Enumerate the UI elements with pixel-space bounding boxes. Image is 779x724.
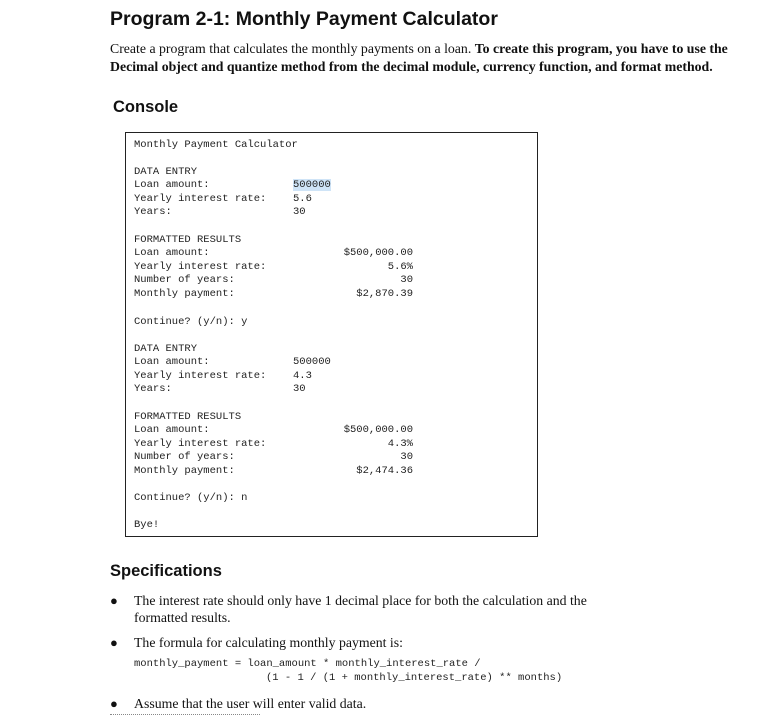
run1-rate-label: Yearly interest rate:: [134, 193, 267, 205]
run1-result-loan-value: $500,000.00: [343, 247, 413, 259]
run1-result-loan-label: Loan amount:: [134, 247, 210, 259]
run1-continue-prompt: Continue? (y/n):: [134, 316, 235, 328]
run2-loan-input: 500000: [293, 356, 331, 368]
run2-result-rate-label: Yearly interest rate:: [134, 438, 267, 450]
run2-result-rate-value: 4.3%: [387, 438, 413, 450]
run1-years-label: Years:: [134, 206, 172, 218]
run1-result-payment-value: $2,870.39: [356, 288, 413, 300]
run2-result-loan-value: $500,000.00: [343, 424, 413, 436]
run1-continue-line: [134, 316, 247, 328]
run1-results-title: FORMATTED RESULTS: [134, 234, 242, 246]
run2-result-loan-label: Loan amount:: [134, 424, 210, 436]
specifications-heading: Specifications: [110, 562, 222, 580]
console-heading: Console: [113, 98, 179, 116]
intro-bold-text: To create this program, you have to use the Decimal object and quantize method from the decimal module, currency function, and format method.: [110, 41, 728, 74]
run1-continue-answer: y: [241, 316, 248, 328]
page-title: Program 2-1: Monthly Payment Calculator: [110, 8, 498, 30]
run2-continue-answer: n: [241, 492, 248, 504]
run1-loan-input: 500000: [293, 179, 331, 191]
run1-result-years-label: Number of years:: [134, 274, 235, 286]
run1-result-years-value: 30: [400, 274, 413, 286]
run2-result-payment-label: Monthly payment:: [134, 465, 235, 477]
intro-paragraph: [110, 40, 730, 76]
spec-item-1-text: The interest rate should only have 1 decimal place for both the calculation and the formatted results.: [134, 593, 587, 625]
console-output-box: [125, 132, 538, 537]
formula-line-1: monthly_payment = loan_amount * monthly_interest_rate /: [134, 658, 481, 670]
run1-result-rate-value: 5.6%: [387, 261, 413, 273]
console-header: Monthly Payment Calculator: [134, 139, 298, 151]
run1-loan-label: Loan amount:: [134, 179, 210, 191]
run2-continue-line: [134, 492, 247, 504]
formula-line-2: (1 - 1 / (1 + monthly_interest_rate) ** months): [266, 672, 563, 684]
run2-result-years-label: Number of years:: [134, 451, 235, 463]
intro-plain-text: Create a program that calculates the monthly payments on a loan.: [110, 41, 475, 56]
run2-result-years-value: 30: [400, 451, 413, 463]
run1-years-input: 30: [293, 206, 306, 218]
bullet-icon: ●: [110, 635, 118, 650]
run2-years-label: Years:: [134, 383, 172, 395]
run2-rate-label: Yearly interest rate:: [134, 370, 267, 382]
run2-results-title: FORMATTED RESULTS: [134, 411, 242, 423]
spec-item-3-text: Assume that the user will enter valid data.: [134, 696, 367, 711]
run1-result-payment-label: Monthly payment:: [134, 288, 235, 300]
page-cutoff-divider: [110, 714, 260, 719]
spec-item-2-text: The formula for calculating monthly payment is:: [134, 635, 403, 650]
run2-loan-label: Loan amount:: [134, 356, 210, 368]
run2-rate-input: 4.3: [293, 370, 312, 382]
run2-continue-prompt: Continue? (y/n):: [134, 492, 235, 504]
console-farewell: Bye!: [134, 519, 160, 531]
run1-entry-title: DATA ENTRY: [134, 166, 198, 178]
run2-result-payment-value: $2,474.36: [356, 465, 413, 477]
bullet-icon: ●: [110, 696, 118, 711]
bullet-icon: ●: [110, 593, 118, 608]
run1-result-rate-label: Yearly interest rate:: [134, 261, 267, 273]
run1-rate-input: 5.6: [293, 193, 312, 205]
run2-entry-title: DATA ENTRY: [134, 343, 198, 355]
run2-years-input: 30: [293, 383, 306, 395]
